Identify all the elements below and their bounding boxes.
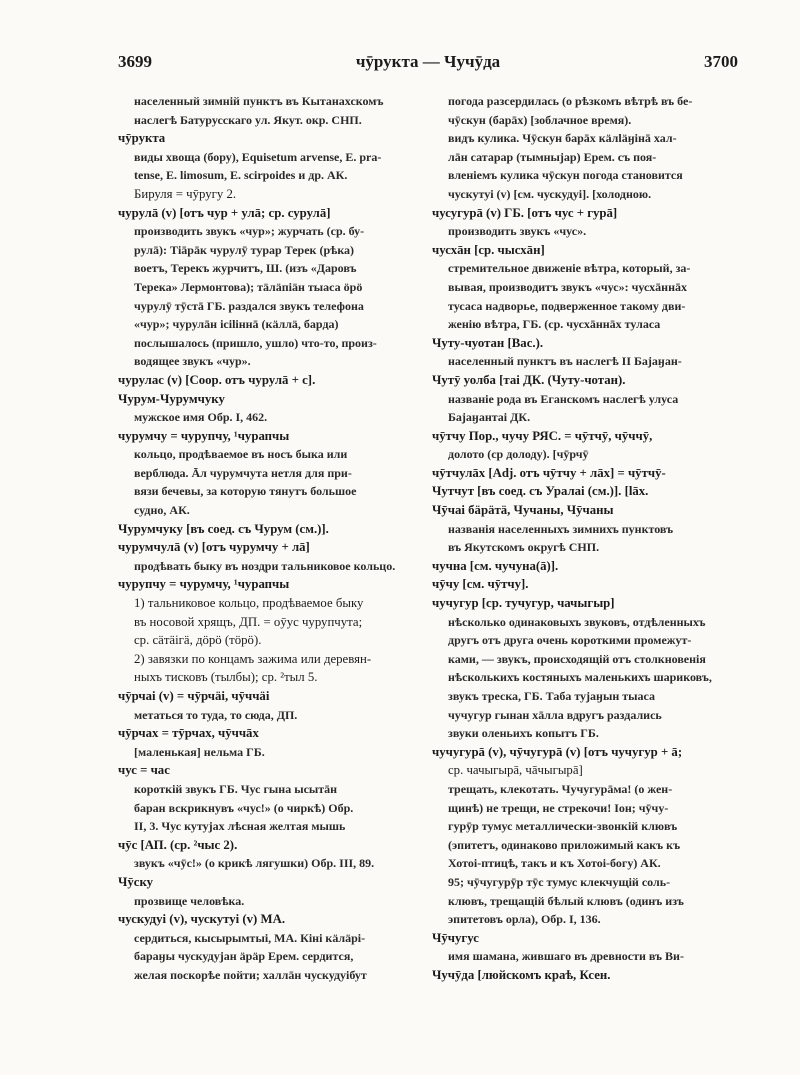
entry-text-line: трещать, клекотать. Чучугурāма! (о жен- [448, 781, 673, 796]
entry-text-line: эпитетовъ орла), Обр. I, 136. [448, 912, 601, 927]
entry-text-line: рулā): Тіāрāк чурулӯ турар Терек (рѣка) [134, 242, 355, 257]
entry-text-line: населенный зимній пунктъ въ Кытанахскомъ [134, 94, 384, 108]
entry-text-line: гурӯр тумус металлически-звонкій клювъ [448, 819, 678, 834]
entry-text-line: чӯскун (барāх) [зоблачное время). [448, 112, 632, 127]
entry-text-line: вязи бечевы, за которую тянутъ большое [134, 484, 357, 499]
entry-headword-line: Чӯчаі бäрäтä, Чучаны, Чӯчаны [432, 503, 614, 518]
page-number-left: 3699 [118, 52, 152, 71]
entry-text-line: въ Якутскомъ округѣ СНП. [448, 540, 600, 555]
entry-text-line: мужское имя Обр. I, 462. [134, 410, 268, 425]
entry-text-line: щинѣ) не трещи, не стрекочи! Іон; чӯчу- [448, 800, 669, 815]
entry-text-line: звуки оленьихъ копытъ ГБ. [448, 726, 599, 741]
entry-headword-line: чӯс [АП. (ср. ²чыс 2). [118, 837, 238, 852]
entry-headword-line: чурумчулā (v) [отъ чурумчу + лā] [118, 540, 310, 555]
entry-text-line: населенный пунктъ въ наслегѣ II Баjаӈан- [448, 354, 682, 369]
entry-text-line: ср. сäтäiгä, дöрö (тöрö). [134, 633, 262, 648]
entry-text-line: ныхъ тисковъ (тылбы); ср. ²тыл 5. [134, 670, 318, 685]
page-number-right: 3700 [704, 52, 738, 71]
entry-text-line: вленіемъ кулика чӯскун погода становится [448, 168, 683, 183]
entry-headword-line: Чутӯ уолба [таі ДК. (Чуту-чотан). [432, 372, 626, 387]
entry-text-line: нѣсколько одинаковыхъ звуковъ, отдѣленныхъ [448, 614, 706, 629]
entry-text-line: названія населенныхъ зимнихъ пунктовъ [448, 521, 674, 536]
entry-text-line: воетъ, Терекъ журчитъ, Ш. (изъ «Даровъ [134, 261, 357, 276]
entry-headword-line: Чуту-чуотан [Вас.). [432, 335, 544, 350]
entry-text-line: прозвище человѣка. [134, 893, 245, 908]
entry-headword-line: чурумчу = чурупчу, ¹чурапчы [118, 428, 290, 443]
entry-headword-line: Чучӯда [люйскомъ краѣ, Ксен. [432, 967, 611, 982]
entry-text-line: звукъ «чӯс!» (о крикѣ лягушки) Обр. III, 89. [134, 856, 375, 871]
entry-text-line: водящее звукъ «чур». [134, 354, 251, 369]
entry-text-line: верблюда. Āл чурумчута нетля для при- [134, 465, 352, 480]
entry-text-line: вывая, производитъ звукъ «чус»: чусхāннāх [448, 279, 687, 294]
entry-text-line: названіе рода въ Еганскомъ наслегѣ улуса [448, 391, 679, 406]
entry-text-line: послышалось (пришло, ушло) что-то, произ- [134, 335, 377, 350]
entry-text-line: погода разсердилась (о рѣзкомъ вѣтрѣ въ бе- [448, 94, 693, 108]
entry-text-line: производить звукъ «чус». [448, 224, 587, 239]
entry-headword-line: чӯрчах = тӯрчах, чӯччāх [118, 726, 259, 741]
entry-text-line: ср. чачыгырā, чāчыгырā] [448, 763, 583, 778]
entry-headword-line: чӯтчу Пор., чучу РЯС. = чӯтчӯ, чӯччӯ, [432, 428, 653, 443]
entry-text-line: бараӈы чускудуjан äрäр Ерем. сердится, [134, 949, 354, 964]
entry-text-line: звукъ треска, ГБ. Таба туjаӈын тыаса [448, 689, 655, 703]
entry-headword-line: чусугурā (v) ГБ. [отъ чус + гурā] [432, 205, 618, 220]
entry-headword-line: чурулā (v) [отъ чур + улā; ср. сурулā] [118, 205, 331, 220]
entry-text-line: короткій звукъ ГБ. Чус гына ысытāн [134, 781, 338, 796]
entry-text-line: тусаса надворье, подверженное такому дви- [448, 298, 686, 313]
entry-headword-line: чурулас (v) [Соор. отъ чурулā + с]. [118, 372, 316, 387]
entry-headword-line: Чӯску [118, 874, 154, 889]
entry-headword-line: чучугурā (v), чӯчугурā (v) [отъ чучугур + ā; [432, 744, 683, 759]
entry-text-line: судно, АК. [134, 503, 190, 518]
entry-headword-line: чусхāн [ср. чысхāн] [432, 242, 545, 257]
left-column [118, 92, 434, 985]
entry-headword-line: Чурум-Чурумчуку [118, 391, 225, 406]
entry-text-line: стремительное движеніе вѣтра, который, за- [448, 261, 691, 276]
page-header [118, 48, 738, 78]
entry-headword-line: чучугур [ср. тучугур, чачыгыр] [432, 596, 615, 611]
entry-text-line: метаться то туда, то сюда, ДП. [134, 707, 298, 722]
entry-text-line: въ носовой хрящъ, ДП. = оӯус чурупчута; [134, 614, 363, 629]
entry-text-line: (эпитетъ, одинаково приложимый какъ къ [448, 837, 681, 852]
entry-headword-line: Чӯчугус [432, 930, 479, 945]
entry-text-line: производить звукъ «чур»; журчать (ср. бу- [134, 224, 365, 239]
entry-text-line: Бируля = чӯругу 2. [134, 186, 237, 201]
entry-headword-line: чускудуі (v), чускутуі (v) МА. [118, 912, 286, 927]
entry-headword-line: чӯрукта [118, 131, 166, 146]
entry-text-line: «чур»; чурулāн iciliннā (кäллä, барда) [134, 317, 339, 332]
entry-text-line: кольцо, продѣваемое въ носъ быка или [134, 447, 348, 462]
entry-headword-line: чучна [см. чучуна(ā)]. [432, 558, 559, 573]
entry-text-line: [маленькая] нельма ГБ. [134, 744, 265, 759]
running-title: чӯрукта — Чучӯда [355, 52, 501, 71]
entry-text-line: видъ кулика. Чӯскун барāх кäлläӈiнā хал- [448, 131, 677, 146]
right-column [432, 92, 752, 985]
entry-headword-line: чӯрчаі (v) = чӯрчäі, чӯччäі [118, 689, 270, 703]
entry-text-line: лāн сатарар (тымныjар) Ерем. съ поя- [448, 149, 657, 164]
entry-text-line: tense, E. limosum, E. scirpoides и др. АК. [134, 168, 348, 183]
entry-text-line: чучугур гынан хāлла вдругъ раздались [448, 707, 662, 722]
entry-text-line: чускутуі (v) [см. чускудуі]. [холодною. [448, 186, 652, 201]
entry-text-line: ками, — звукъ, происходящій отъ столкновенія [448, 651, 706, 666]
entry-text-line: долото (ср долоду). [чӯрчӯ [448, 447, 589, 462]
entry-text-line: желая поскорѣе пойти; халлāн чускудуібут [134, 967, 367, 982]
entry-text-line: 2) завязки по концамъ зажима или деревян- [134, 651, 372, 666]
entry-headword-line: чӯчу [см. чӯтчу]. [432, 577, 529, 592]
entry-headword-line: Чурумчуку [въ соед. съ Чурум (см.)]. [118, 521, 329, 536]
entry-text-line: наслегѣ Батурусскаго ул. Якут. окр. СНП. [134, 112, 362, 127]
entry-text-line: нѣсколькихъ костяныхъ маленькихъ шариковъ, [448, 670, 712, 685]
entry-text-line: сердиться, кысырымтыі, МА. Кіні кäлäрi- [134, 930, 366, 945]
entry-text-line: имя шамана, жившаго въ древности въ Ви- [448, 949, 684, 964]
entry-text-line: Баjаӈантаі ДК. [448, 410, 531, 425]
entry-text-line: чурулӯ тӯстā ГБ. раздался звукъ телефона [134, 298, 364, 313]
entry-headword-line: чурупчу = чурумчу, ¹чурапчы [118, 577, 290, 592]
entry-text-line: клювъ, трещащій бѣлый клювъ (одинъ изъ [448, 893, 684, 908]
entry-text-line: Хотоі-птицѣ, такъ и къ Хотоі-богу) АК. [448, 856, 661, 871]
entry-text-line: продѣвать быку въ ноздри тальниковое кольцо. [134, 558, 396, 573]
entry-text-line: баран вскрикнувъ «чус!» (о чиркѣ) Обр. [134, 800, 354, 815]
entry-text-line: 1) тальниковое кольцо, продѣваемое быку [134, 596, 364, 611]
entry-headword-line: чӯтчулāх [Adj. отъ чӯтчу + лāх] = чӯтчӯ- [432, 465, 666, 480]
entry-text-line: другъ отъ друга очень короткими промежут- [448, 633, 692, 648]
entry-text-line: II, 3. Чус кутуjах лѣсная желтая мышь [134, 819, 346, 834]
entry-text-line: женію вѣтра, ГБ. (ср. чусхāннāх туласа [448, 317, 661, 332]
entry-text-line: 95; чӯчугурӯр тӯс тумус клекчущій соль- [448, 874, 671, 889]
entry-headword-line: чус = час [118, 763, 170, 778]
entry-text-line: виды хвоща (бору), Equisetum arvense, E. pra- [134, 149, 382, 164]
entry-headword-line: Чутчут [въ соед. съ Уралаі (см.)]. [lāх. [432, 484, 649, 499]
entry-text-line: Терека» Лермонтова); тäлäпiäн тыаса öрö [134, 279, 363, 294]
